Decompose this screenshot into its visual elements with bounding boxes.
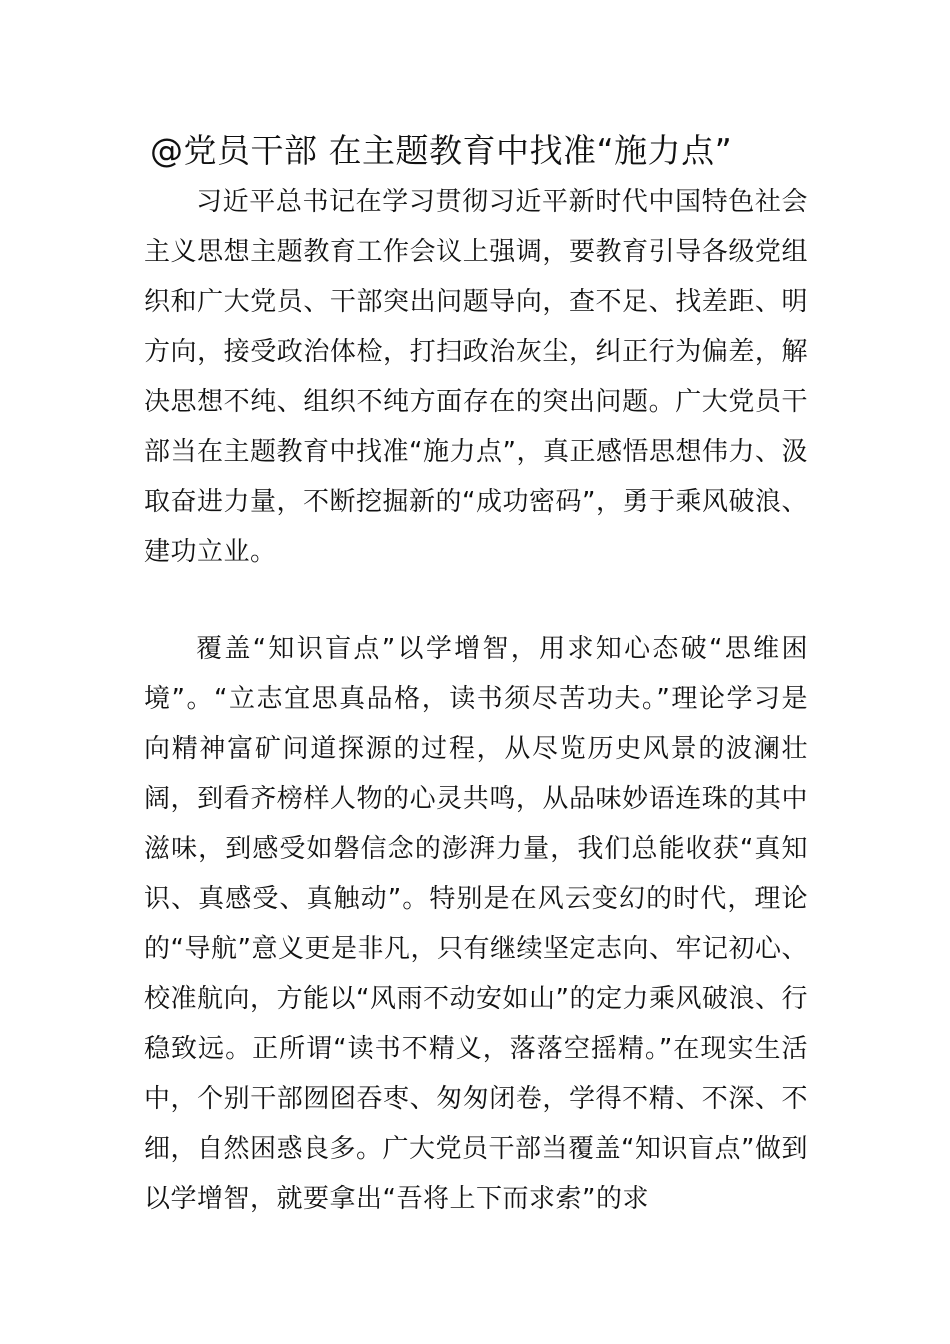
paragraph-intro: 习近平总书记在学习贯彻习近平新时代中国特色社会主义思想主题教育工作会议上强调，要教育引导各级党组织和广大党员、干部突出问题导向，查不足、找差距、明方向，接受政治体检，打扫政治灰尘，纠正行为偏差，解决思想不纯、组织不纯方面存在的突出问题。广大党员干部当在主题教育中找准“施力点”，真正感悟思想伟力、汲取奋进力量，不断挖掘新的“成功密码”，勇于乘风破浪、建功立业。	[144, 187, 808, 567]
paragraph-knowledge-blind-spots: 覆盖“知识盲点”以学增智，用求知心态破“思维困境”。“立志宜思真品格，读书须尽苦功夫。”理论学习是向精神富矿问道探源的过程，从尽览历史风景的波澜壮阔，到看齐榜样人物的心灵共鸣，从品味妙语连珠的其中滋味，到感受如磐信念的澎湃力量，我们总能收获“真知识、真感受、真触动”。特别是在风云变幻的时代，理论的“导航”意义更是非凡，只有继续坚定志向、牢记初心、校准航向，方能以“风雨不动安如山”的定力乘风破浪、行稳致远。正所谓“读书不精义，落落空摇精。”在现实生活中，个别干部囫囵吞枣、匆匆闭卷，学得不精、不深、不细，自然困惑良多。广大党员干部当覆盖“知识盲点”做到以学增智，就要拿出“吾将上下而求索”的求	[144, 634, 808, 1214]
document-title: @党员干部 在主题教育中找准“施力点”	[150, 131, 733, 170]
